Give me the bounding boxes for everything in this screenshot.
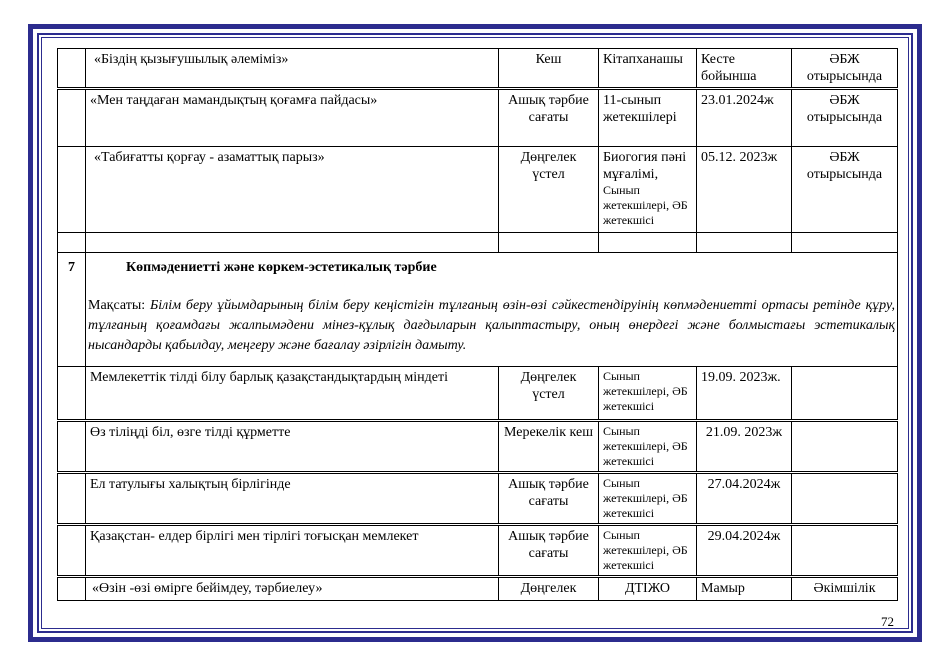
event-responsible: Сынып жетекшілері, ӘБ жетекшісі [603, 528, 688, 572]
table-row [58, 147, 898, 233]
section-title: Көпмәдениетті және көркем-эстетикалық тәрбие [126, 260, 437, 275]
event-form: Дөңгелек үстел [520, 150, 577, 182]
event-date: 29.04.2024ж [707, 529, 781, 544]
event-title: «Мен таңдаған мамандықтың қоғамға пайдасы» [90, 93, 378, 108]
event-date: 19.09. 2023ж. [701, 370, 781, 385]
event-date: 23.01.2024ж [701, 93, 774, 108]
table-row [58, 525, 898, 577]
event-result [792, 526, 897, 530]
event-result [792, 474, 897, 478]
event-date: Кесте бойынша [701, 52, 757, 84]
table-row [58, 89, 898, 147]
table-row [58, 577, 898, 601]
event-result: ӘБЖ отырысында [806, 52, 883, 84]
table-row [58, 473, 898, 525]
event-result [792, 367, 897, 371]
event-form: Ашық тәрбие сағаты [508, 529, 589, 561]
event-result: Әкімшілік [813, 581, 876, 596]
event-title: «Табиғатты қорғау - азаматтық парыз» [94, 150, 325, 165]
table-row [58, 367, 898, 421]
event-result: ӘБЖ отырысында [806, 150, 883, 182]
page-number: 72 [881, 614, 894, 629]
event-date: 21.09. 2023ж [705, 425, 783, 440]
event-title: «Өзін -өзі өмірге бейімдеу, тәрбиелеу» [92, 581, 323, 596]
event-responsible-extra: Сынып жетекшілері, ӘБ жетекшісі [603, 183, 688, 227]
event-responsible: Биогогия пәні мұғалімі, [603, 150, 687, 182]
event-title: Қазақстан- елдер бірлігі мен тірлігі тоғысқан мемлекет [90, 529, 419, 544]
event-form: Мерекелік кеш [504, 425, 593, 440]
event-responsible: Сынып жетекшілері, ӘБ жетекшісі [603, 424, 688, 468]
table-row-empty [58, 233, 898, 253]
event-responsible: Сынып жетекшілері, ӘБ жетекшісі [603, 369, 688, 413]
event-form: Кеш [535, 52, 562, 67]
section-goal [86, 276, 897, 360]
event-responsible: Сынып жетекшілері, ӘБ жетекшісі [603, 476, 688, 520]
event-title: «Біздің қызығушылық әлеміміз» [94, 52, 289, 67]
event-form: Ашық тәрбие сағаты [508, 93, 589, 125]
event-result: ӘБЖ отырысында [806, 93, 883, 125]
event-title: Ел татулығы халықтың бірлігінде [90, 477, 291, 492]
event-date: Мамыр [701, 581, 745, 596]
event-date: 27.04.2024ж [707, 477, 781, 492]
event-form: Дөңгелек [520, 581, 577, 596]
table-row [58, 49, 898, 89]
event-form: Ашық тәрбие сағаты [508, 477, 589, 509]
event-title: Мемлекеттік тілді білу барлық қазақстандықтардың міндеті [90, 370, 449, 385]
event-result [792, 422, 897, 426]
section-number: 7 [68, 260, 75, 275]
goal-text: Білім беру ұйымдарының білім беру кеңістігін тұлғаның өзін-өзі сәйкестендіруінің көпмәдениетті ортасы ретінде құру, тұлғаның қоғамдағы жалпымәдени мінез-құлық дағдыларын қалыптастыру, оның өнердегі және болмыстағы эстетикалық нысандарды қабылдау, меңгеру және бағалау әзірлігін дамыту. [88, 298, 895, 353]
event-date: 05.12. 2023ж [701, 150, 778, 165]
table-row [58, 421, 898, 473]
section-row [58, 253, 898, 367]
event-responsible: ДТІЖО [624, 581, 671, 596]
goal-label: Мақсаты: [88, 298, 150, 313]
event-title: Өз тіліңді біл, өзге тілді құрметте [90, 425, 291, 440]
event-responsible: Кітапханашы [603, 52, 683, 67]
plan-table [57, 48, 898, 601]
event-form: Дөңгелек үстел [520, 370, 577, 402]
event-responsible: 11-сынып жетекшілері [603, 93, 677, 125]
